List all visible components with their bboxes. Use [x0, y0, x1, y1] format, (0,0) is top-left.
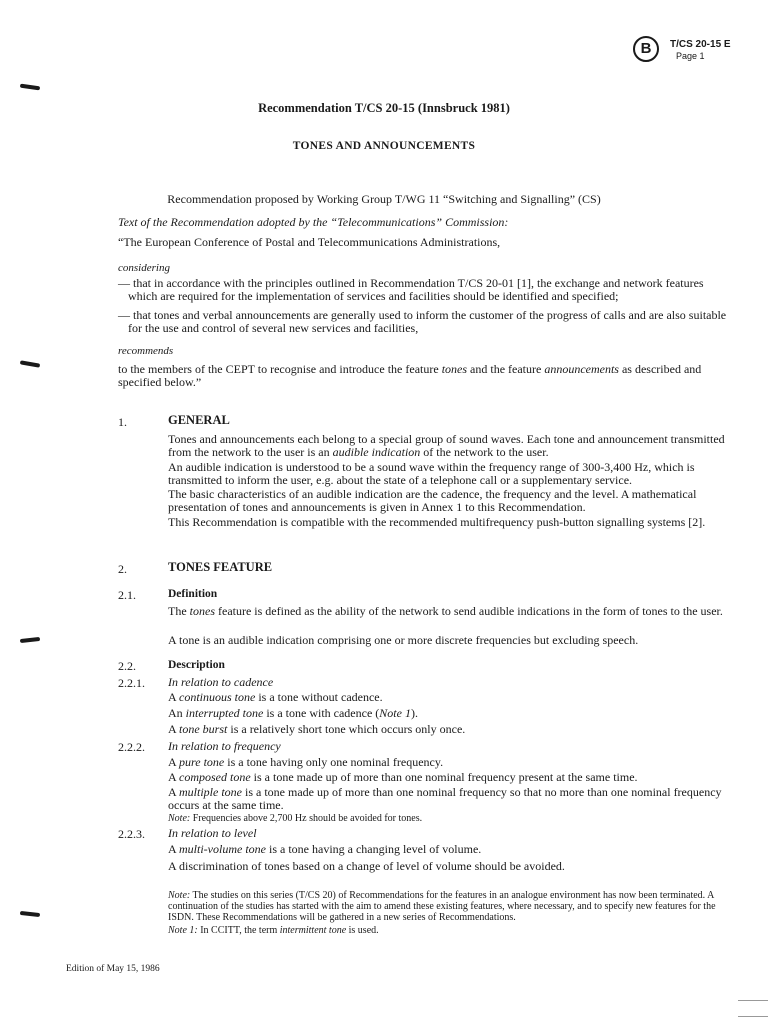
punch-mark-icon [20, 360, 40, 367]
definition-line: A multiple tone is a tone made up of more than one nominal frequency so that no more than one nominal frequency occurs at the same time. [168, 785, 722, 812]
section-number: 1. [118, 415, 127, 429]
page-number: Page 1 [676, 51, 705, 61]
recommends-text: to the members of the CEPT to recognise and introduce the feature tones and the feature announcements as described and specified below.” [118, 362, 702, 389]
section-number: 2.2.2. [118, 740, 145, 754]
definition-line: An interrupted tone is a tone with cadence (Note 1). [168, 706, 418, 720]
b-badge-icon: B [633, 36, 659, 62]
text-of-recommendation: Text of the Recommendation adopted by the “Telecommunications” Commission: [118, 215, 509, 229]
definition-line: A continuous tone is a tone without cadence. [168, 690, 383, 704]
definition-paragraph: The tones feature is defined as the ability of the network to send audible indications in the form of tones to the user. [168, 604, 723, 618]
definition-line: A multi-volume tone is a tone having a changing level of volume. [168, 842, 482, 856]
section-number: 2.1. [118, 588, 136, 602]
definition-line: A pure tone is a tone having only one nominal frequency. [168, 755, 444, 769]
punch-mark-icon [20, 911, 40, 917]
definition-line: A composed tone is a tone made up of more than one nominal frequency present at the same time. [168, 770, 638, 784]
document-reference: T/CS 20-15 E [670, 39, 731, 50]
general-paragraph: This Recommendation is compatible with the recommended multifrequency push-button signalling systems [2]. [168, 515, 706, 529]
punch-mark-icon [20, 637, 40, 643]
frequency-note: Note: Frequencies above 2,700 Hz should be avoided for tones. [168, 813, 423, 824]
footnote: Note: The studies on this series (T/CS 20) of Recommendations for the features in an analogue environment has now been terminated. A continuation of the studies has started with the aim to amend these existing features, where necessary, and to specify new features for the ISDN. These Recommendations will be gathered in a new series of Recommendations. [168, 890, 716, 923]
definition-line: A tone burst is a relatively short tone which occurs only once. [168, 722, 466, 736]
definition-paragraph: A tone is an audible indication comprising one or more discrete frequencies but excluding speech. [168, 633, 639, 647]
general-paragraph: The basic characteristics of an audible indication are the cadence, the frequency and the level. A mathematical presentation of tones and announcements is given in Annex 1 to this Recommendation. [168, 487, 697, 514]
definition-line: A discrimination of tones based on a change of level of volume should be avoided. [168, 859, 565, 873]
subsection-heading: In relation to level [168, 826, 257, 840]
edition-date: Edition of May 15, 1986 [66, 964, 160, 974]
section-number: 2.2.1. [118, 676, 145, 690]
subsection-heading: In relation to cadence [168, 675, 274, 689]
recommends-label: recommends [118, 345, 174, 357]
considering-item: — that in accordance with the principles outlined in Recommendation T/CS 20-01 [1], the exchange and network features which are required for the implementation of services and facilities should be identified and specified; [118, 276, 704, 303]
section-heading-definition: Definition [168, 588, 218, 600]
section-number: 2.2.3. [118, 827, 145, 841]
considering-item: — that tones and verbal announcements are generally used to inform the customer of the progress of calls and are also suitable for the use and control of several new services and facilities, [118, 308, 727, 335]
scan-edge-line [738, 1016, 768, 1017]
section-number: 2. [118, 562, 127, 576]
punch-mark-icon [20, 84, 40, 91]
section-heading-tones-feature: TONES FEATURE [168, 560, 273, 574]
considering-label: considering [118, 262, 170, 274]
document-title: Recommendation T/CS 20-15 (Innsbruck 1981) [258, 101, 510, 115]
section-number: 2.2. [118, 659, 136, 673]
footnote-note-1: Note 1: In CCITT, the term intermittent tone is used. [168, 925, 379, 936]
section-heading-description: Description [168, 659, 225, 671]
section-heading-general: GENERAL [168, 413, 230, 427]
general-paragraph: An audible indication is understood to be a sound wave within the frequency range of 300-3,400 Hz, which is transmitted to inform the user, e.g. about the state of a telephone call or a supplementary service. [168, 460, 695, 487]
document-subject: TONES AND ANNOUNCEMENTS [292, 140, 476, 152]
scan-edge-line [738, 1000, 768, 1001]
subsection-heading: In relation to frequency [168, 739, 281, 753]
general-paragraph: Tones and announcements each belong to a special group of sound waves. Each tone and announcement transmitted from the network to the user is an audible indication of the network to the user. [168, 432, 725, 459]
conference-name: “The European Conference of Postal and Telecommunications Administrations, [118, 235, 501, 249]
proposed-by: Recommendation proposed by Working Group T/WG 11 “Switching and Signalling” (CS) [167, 192, 601, 206]
